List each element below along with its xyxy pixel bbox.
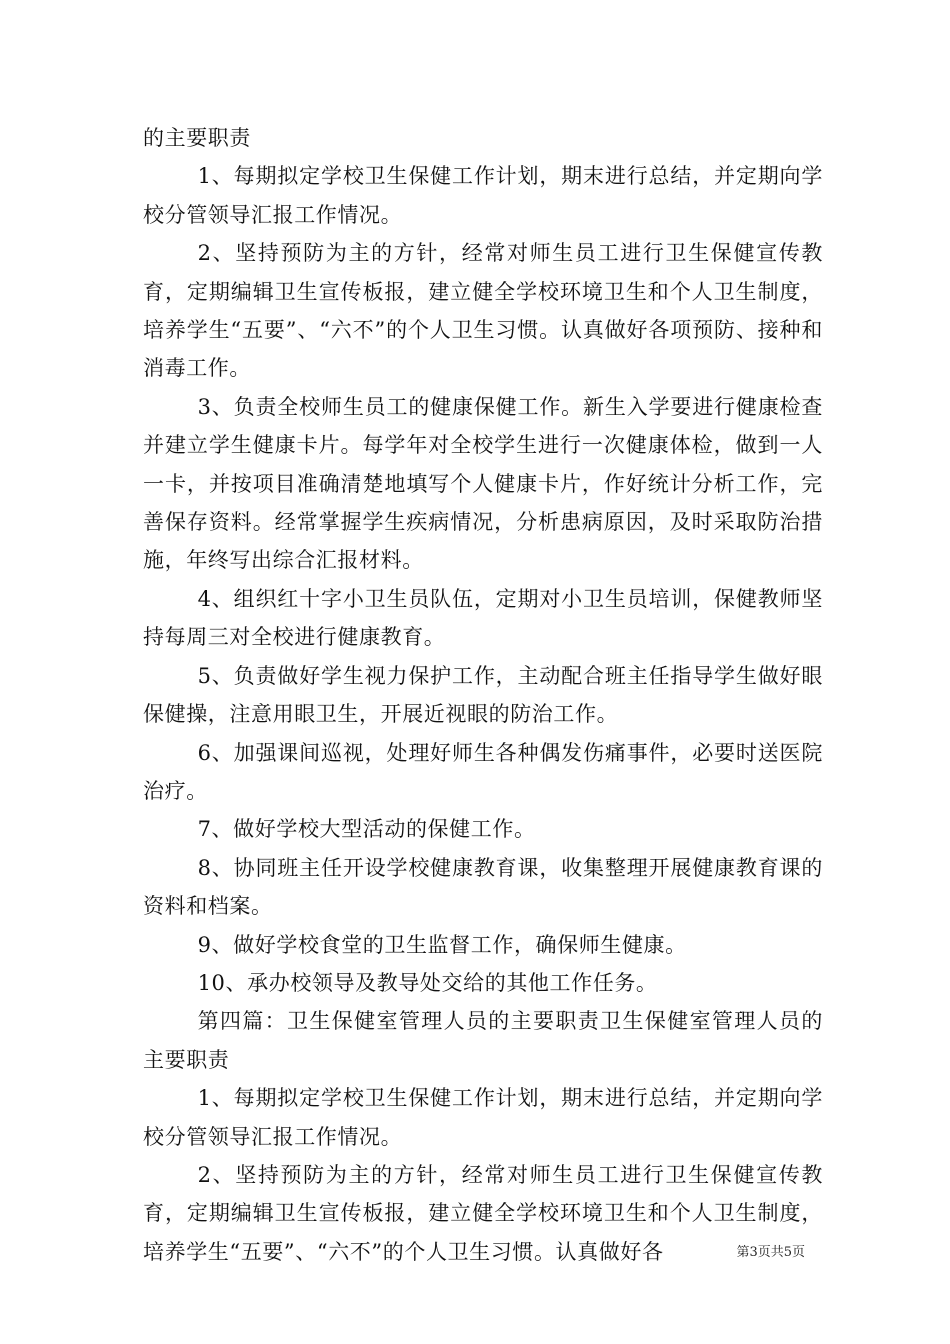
paragraph-item-2-repeat: 2、坚持预防为主的方针，经常对师生员工进行卫生保健宣传教育，定期编辑卫生宣传板报，建立健全学校环境卫生和个人卫生制度，培养学生“五要”、“六不”的个人卫生习惯。认真做好各 (143, 1162, 823, 1264)
paragraph-item-1-repeat: 1、每期拟定学校卫生保健工作计划，期末进行总结，并定期向学校分管领导汇报工作情况。 (143, 1086, 823, 1149)
paragraph-item-7: 7、做好学校大型活动的保健工作。 (197, 817, 536, 842)
paragraph-item-5: 5、负责做好学生视力保护工作，主动配合班主任指导学生做好眼保健操，注意用眼卫生，开展近视眼的防治工作。 (143, 663, 823, 727)
paragraph-item-2: 2、坚持预防为主的方针，经常对师生员工进行卫生保健宣传教育，定期编辑卫生宣传板报，建立健全学校环境卫生和个人卫生制度，培养学生“五要”、“六不”的个人卫生习惯。认真做好各项预防、接种和消毒工作。 (143, 241, 823, 381)
paragraph-item-9: 9、做好学校食堂的卫生监督工作，确保师生健康。 (197, 932, 687, 957)
paragraph-item-8: 8、协同班主任开设学校健康教育课，收集整理开展健康教育课的资料和档案。 (143, 855, 823, 919)
paragraph-item-10: 10、承办校领导及教导处交给的其他工作任务。 (197, 970, 658, 995)
paragraph-item-4: 4、组织红十字小卫生员队伍，定期对小卫生员培训，保健教师坚持每周三对全校进行健康教育。 (143, 586, 823, 650)
document-body (143, 119, 823, 1271)
paragraph-item-3: 3、负责全校师生员工的健康保健工作。新生入学要进行健康检查并建立学生健康卡片。每学年对全校学生进行一次健康体检，做到一人一卡，并按项目准确清楚地填写个人健康卡片，作好统计分析工作，完善保存资料。经常掌握学生疾病情况，分析患病原因，及时采取防治措施，年终写出综合汇报材料。 (143, 394, 823, 573)
paragraph-continuation: 的主要职责 (143, 126, 251, 150)
paragraph-item-1: 1、每期拟定学校卫生保健工作计划，期末进行总结，并定期向学校分管领导汇报工作情况。 (143, 164, 823, 227)
paragraph-item-6: 6、加强课间巡视，处理好师生各种偶发伤痛事件，必要时送医院治疗。 (143, 740, 823, 803)
page-number-footer: 第3页共5页 (736, 1245, 805, 1260)
section-heading-part-four: 第四篇：卫生保健室管理人员的主要职责卫生保健室管理人员的主要职责 (143, 1009, 823, 1072)
